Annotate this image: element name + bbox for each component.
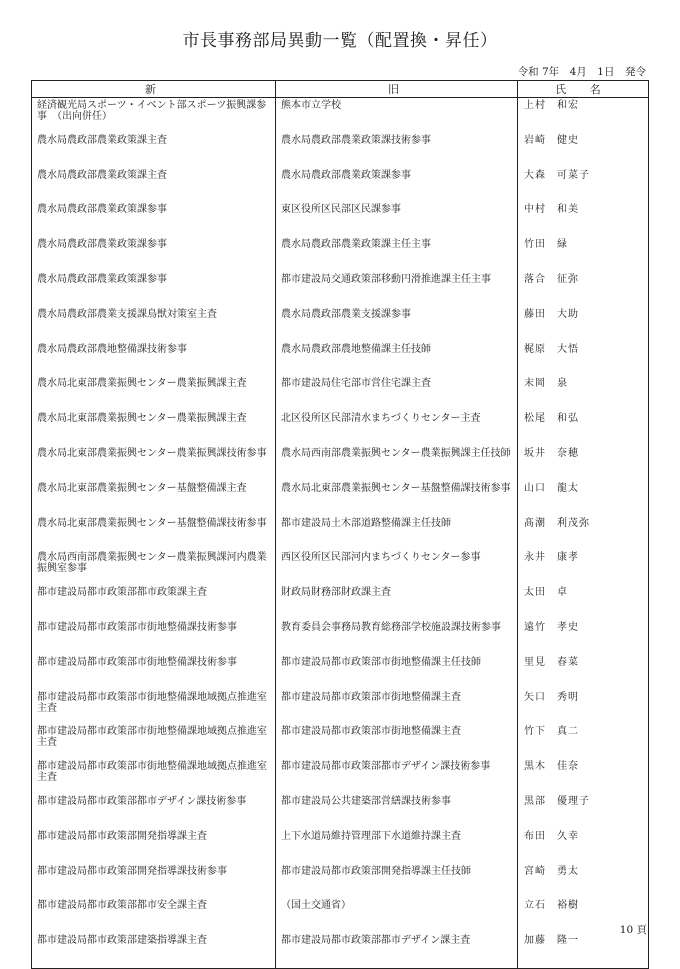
new-position: 都市建設局都市政策部市街地整備課技術参事 — [32, 655, 276, 690]
page-number: 10 頁 — [619, 924, 647, 936]
old-position: （国土交通省） — [276, 898, 518, 933]
person-name: 落合 征弥 — [518, 272, 649, 307]
old-position: 都市建設局土木部道路整備課主任技師 — [276, 516, 518, 551]
new-position: 都市建設局都市政策部市街地整備課地域拠点推進室主査 — [32, 724, 276, 759]
table-row — [32, 168, 649, 203]
person-name: 永井 康孝 — [518, 550, 649, 585]
old-position: 都市建設局都市政策部市街地整備課主査 — [276, 690, 518, 725]
old-position: 熊本市立学校 — [276, 98, 518, 133]
table-header-row — [32, 81, 649, 98]
issue-date: 令和 7年 4月 1日 発令 — [517, 66, 646, 78]
table-row — [32, 620, 649, 655]
old-position: 北区役所区民部清水まちづくりセンター主査 — [276, 411, 518, 446]
table-row — [32, 550, 649, 585]
old-position: 都市建設局住宅部市営住宅課主査 — [276, 376, 518, 411]
person-name: 黒木 佳奈 — [518, 759, 649, 794]
new-position: 農水局北東部農業振興センター基盤整備課技術参事 — [32, 516, 276, 551]
new-position: 都市建設局都市政策部市街地整備課地域拠点推進室主査 — [32, 690, 276, 725]
person-name: 太田 卓 — [518, 585, 649, 620]
old-position: 都市建設局都市政策部都市デザイン課主査 — [276, 933, 518, 968]
old-position: 農水局農政部農業支援課参事 — [276, 307, 518, 342]
old-position: 都市建設局都市政策部開発指導課主任技師 — [276, 864, 518, 899]
table-row — [32, 133, 649, 168]
personnel-table — [31, 80, 649, 969]
new-position: 農水局農政部農業支援課鳥獣対策室主査 — [32, 307, 276, 342]
new-position: 都市建設局都市政策部建築指導課主査 — [32, 933, 276, 968]
table-row — [32, 516, 649, 551]
new-position: 経済観光局スポーツ・イベント部スポーツ振興課参事 （出向併任） — [32, 98, 276, 133]
new-position: 農水局北東部農業振興センター基盤整備課主査 — [32, 481, 276, 516]
table-row — [32, 446, 649, 481]
person-name: 竹田 緑 — [518, 237, 649, 272]
old-position: 西区役所区民部河内まちづくりセンター参事 — [276, 550, 518, 585]
new-position: 農水局北東部農業振興センター農業振興課技術参事 — [32, 446, 276, 481]
table-row — [32, 585, 649, 620]
old-position: 農水局農政部農業政策課参事 — [276, 168, 518, 203]
person-name: 松尾 和弘 — [518, 411, 649, 446]
table-row — [32, 829, 649, 864]
old-position: 農水局農政部農地整備課主任技師 — [276, 342, 518, 377]
new-position: 都市建設局都市政策部都市政策課主査 — [32, 585, 276, 620]
new-position: 農水局北東部農業振興センター農業振興課主査 — [32, 376, 276, 411]
header-old: 旧 — [276, 81, 518, 98]
new-position: 都市建設局都市政策部市街地整備課技術参事 — [32, 620, 276, 655]
person-name: 矢口 秀明 — [518, 690, 649, 725]
table-row — [32, 342, 649, 377]
document-title: 市長事務部局異動一覧（配置換・昇任） — [182, 31, 498, 51]
person-name: 布田 久幸 — [518, 829, 649, 864]
old-position: 財政局財務部財政課主査 — [276, 585, 518, 620]
table-row — [32, 759, 649, 794]
person-name: 遠竹 孝史 — [518, 620, 649, 655]
old-position: 上下水道局維持管理部下水道維持課主査 — [276, 829, 518, 864]
table-row — [32, 655, 649, 690]
table-row — [32, 690, 649, 725]
old-position: 農水局農政部農業政策課主任主事 — [276, 237, 518, 272]
old-position: 都市建設局都市政策部都市デザイン課技術参事 — [276, 759, 518, 794]
person-name: 坂井 奈穂 — [518, 446, 649, 481]
old-position: 農水局西南部農業振興センター農業振興課主任技師 — [276, 446, 518, 481]
person-name: 大森 可菜子 — [518, 168, 649, 203]
table-row — [32, 724, 649, 759]
table-row — [32, 98, 649, 133]
old-position: 農水局農政部農業政策課技術参事 — [276, 133, 518, 168]
new-position: 都市建設局都市政策部都市デザイン課技術参事 — [32, 794, 276, 829]
old-position: 東区役所区民部区民課参事 — [276, 202, 518, 237]
old-position: 都市建設局公共建築部営繕課技術参事 — [276, 794, 518, 829]
person-name: 竹下 真二 — [518, 724, 649, 759]
new-position: 農水局農政部農業政策課参事 — [32, 237, 276, 272]
person-name: 山口 龍太 — [518, 481, 649, 516]
person-name: 藤田 大助 — [518, 307, 649, 342]
new-position: 農水局農政部農業政策課参事 — [32, 202, 276, 237]
table-row — [32, 864, 649, 899]
table-row — [32, 202, 649, 237]
new-position: 都市建設局都市政策部市街地整備課地域拠点推進室主査 — [32, 759, 276, 794]
person-name: 黒部 優理子 — [518, 794, 649, 829]
old-position: 農水局北東部農業振興センター基盤整備課技術参事 — [276, 481, 518, 516]
person-name: 立石 裕樹 — [518, 898, 649, 933]
table-row — [32, 481, 649, 516]
person-name: 上村 和宏 — [518, 98, 649, 133]
old-position: 都市建設局都市政策部市街地整備課主任技師 — [276, 655, 518, 690]
header-name: 氏 名 — [518, 81, 649, 98]
new-position: 都市建設局都市政策部開発指導課技術参事 — [32, 864, 276, 899]
new-position: 農水局農政部農業政策課参事 — [32, 272, 276, 307]
person-name: 宮崎 勇太 — [518, 864, 649, 899]
table-row — [32, 898, 649, 933]
table-row — [32, 272, 649, 307]
table-row — [32, 794, 649, 829]
person-name: 中村 和美 — [518, 202, 649, 237]
new-position: 農水局農政部農地整備課技術参事 — [32, 342, 276, 377]
old-position: 都市建設局都市政策部市街地整備課主査 — [276, 724, 518, 759]
new-position: 農水局北東部農業振興センター農業振興課主査 — [32, 411, 276, 446]
new-position: 農水局農政部農業政策課主査 — [32, 133, 276, 168]
table-row — [32, 933, 649, 968]
person-name: 梶原 大悟 — [518, 342, 649, 377]
person-name: 里見 春菜 — [518, 655, 649, 690]
person-name: 末岡 泉 — [518, 376, 649, 411]
new-position: 都市建設局都市政策部都市安全課主査 — [32, 898, 276, 933]
person-name: 加藤 隆一 — [518, 933, 649, 968]
old-position: 教育委員会事務局教育総務部学校施設課技術参事 — [276, 620, 518, 655]
table-row — [32, 307, 649, 342]
new-position: 農水局農政部農業政策課主査 — [32, 168, 276, 203]
person-name: 髙潮 利茂弥 — [518, 516, 649, 551]
table-row — [32, 411, 649, 446]
person-name: 岩崎 健史 — [518, 133, 649, 168]
header-new: 新 — [32, 81, 276, 98]
new-position: 都市建設局都市政策部開発指導課主査 — [32, 829, 276, 864]
table-row — [32, 376, 649, 411]
new-position: 農水局西南部農業振興センター農業振興課河内農業振興室参事 — [32, 550, 276, 585]
old-position: 都市建設局交通政策部移動円滑推進課主任主事 — [276, 272, 518, 307]
table-row — [32, 237, 649, 272]
